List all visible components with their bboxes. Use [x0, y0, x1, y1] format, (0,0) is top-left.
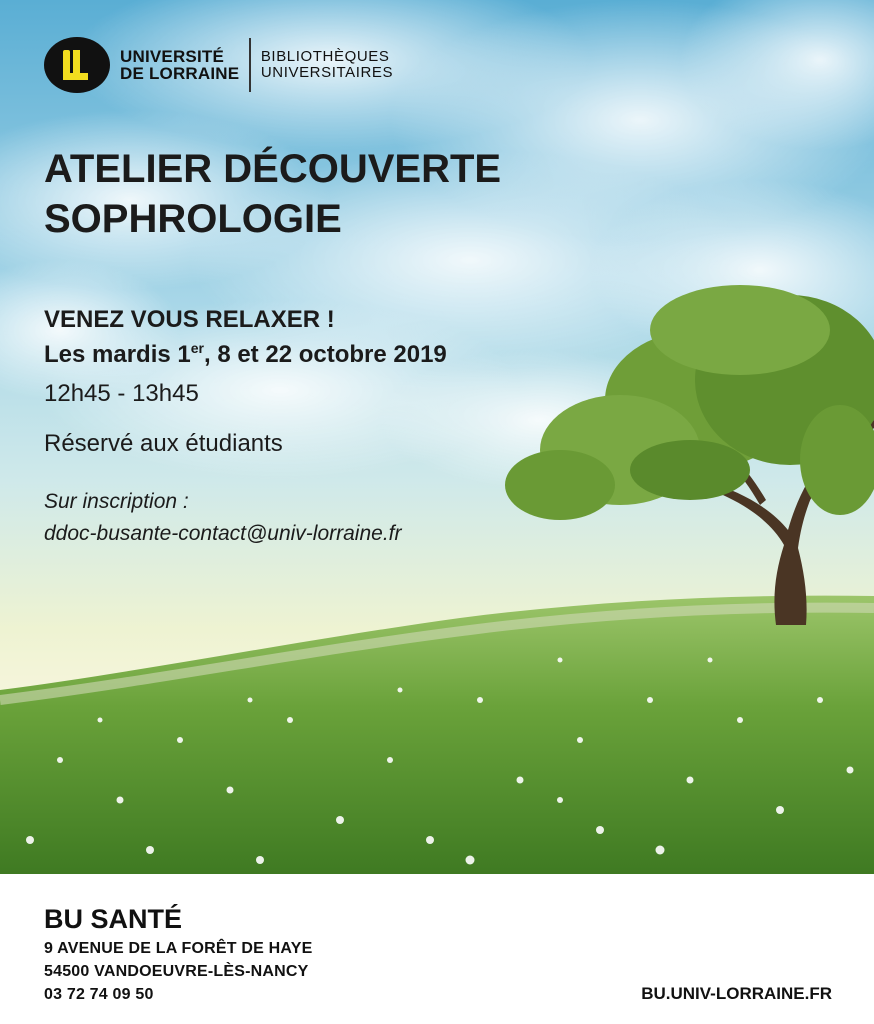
library-network-name	[261, 49, 393, 81]
event-time: 12h45 - 13h45	[44, 380, 199, 407]
event-dates-prefix: Les mardis 1	[44, 341, 191, 368]
website-link[interactable]: BU.UNIV-LORRAINE.FR	[641, 984, 832, 1003]
event-tagline: VENEZ VOUS RELAXER !	[44, 306, 335, 333]
universite-de-lorraine-logo-icon	[44, 37, 110, 93]
university-name-line1: UNIVERSITÉ	[120, 47, 225, 66]
phone-number: 03 72 74 09 50	[44, 986, 154, 1003]
event-dates	[44, 340, 447, 369]
registration-email-link[interactable]: ddoc-busante-contact@univ-lorraine.fr	[44, 522, 402, 545]
event-audience: Réservé aux étudiants	[44, 430, 283, 457]
event-dates-suffix: , 8 et 22 octobre 2019	[203, 341, 447, 368]
university-name-line2: DE LORRAINE	[120, 64, 240, 83]
library-name-line1: BIBLIOTHÈQUES	[260, 48, 390, 65]
address-line2: 54500 VANDOEUVRE-LÈS-NANCY	[44, 963, 309, 980]
logo-divider	[249, 38, 251, 92]
library-name-line2: UNIVERSITAIRES	[260, 64, 394, 81]
address-line1: 9 AVENUE DE LA FORÊT DE HAYE	[44, 940, 313, 957]
registration-label: Sur inscription :	[44, 490, 189, 513]
institution-header	[44, 36, 393, 94]
event-title-line2: SOPHROLOGIE	[44, 197, 342, 241]
university-name	[120, 48, 239, 82]
event-title-line1: ATELIER DÉCOUVERTE	[44, 147, 502, 191]
event-dates-superscript: er	[190, 340, 204, 356]
event-title	[44, 144, 501, 244]
library-branch-name: BU SANTÉ	[44, 904, 183, 934]
footer	[0, 874, 874, 1024]
